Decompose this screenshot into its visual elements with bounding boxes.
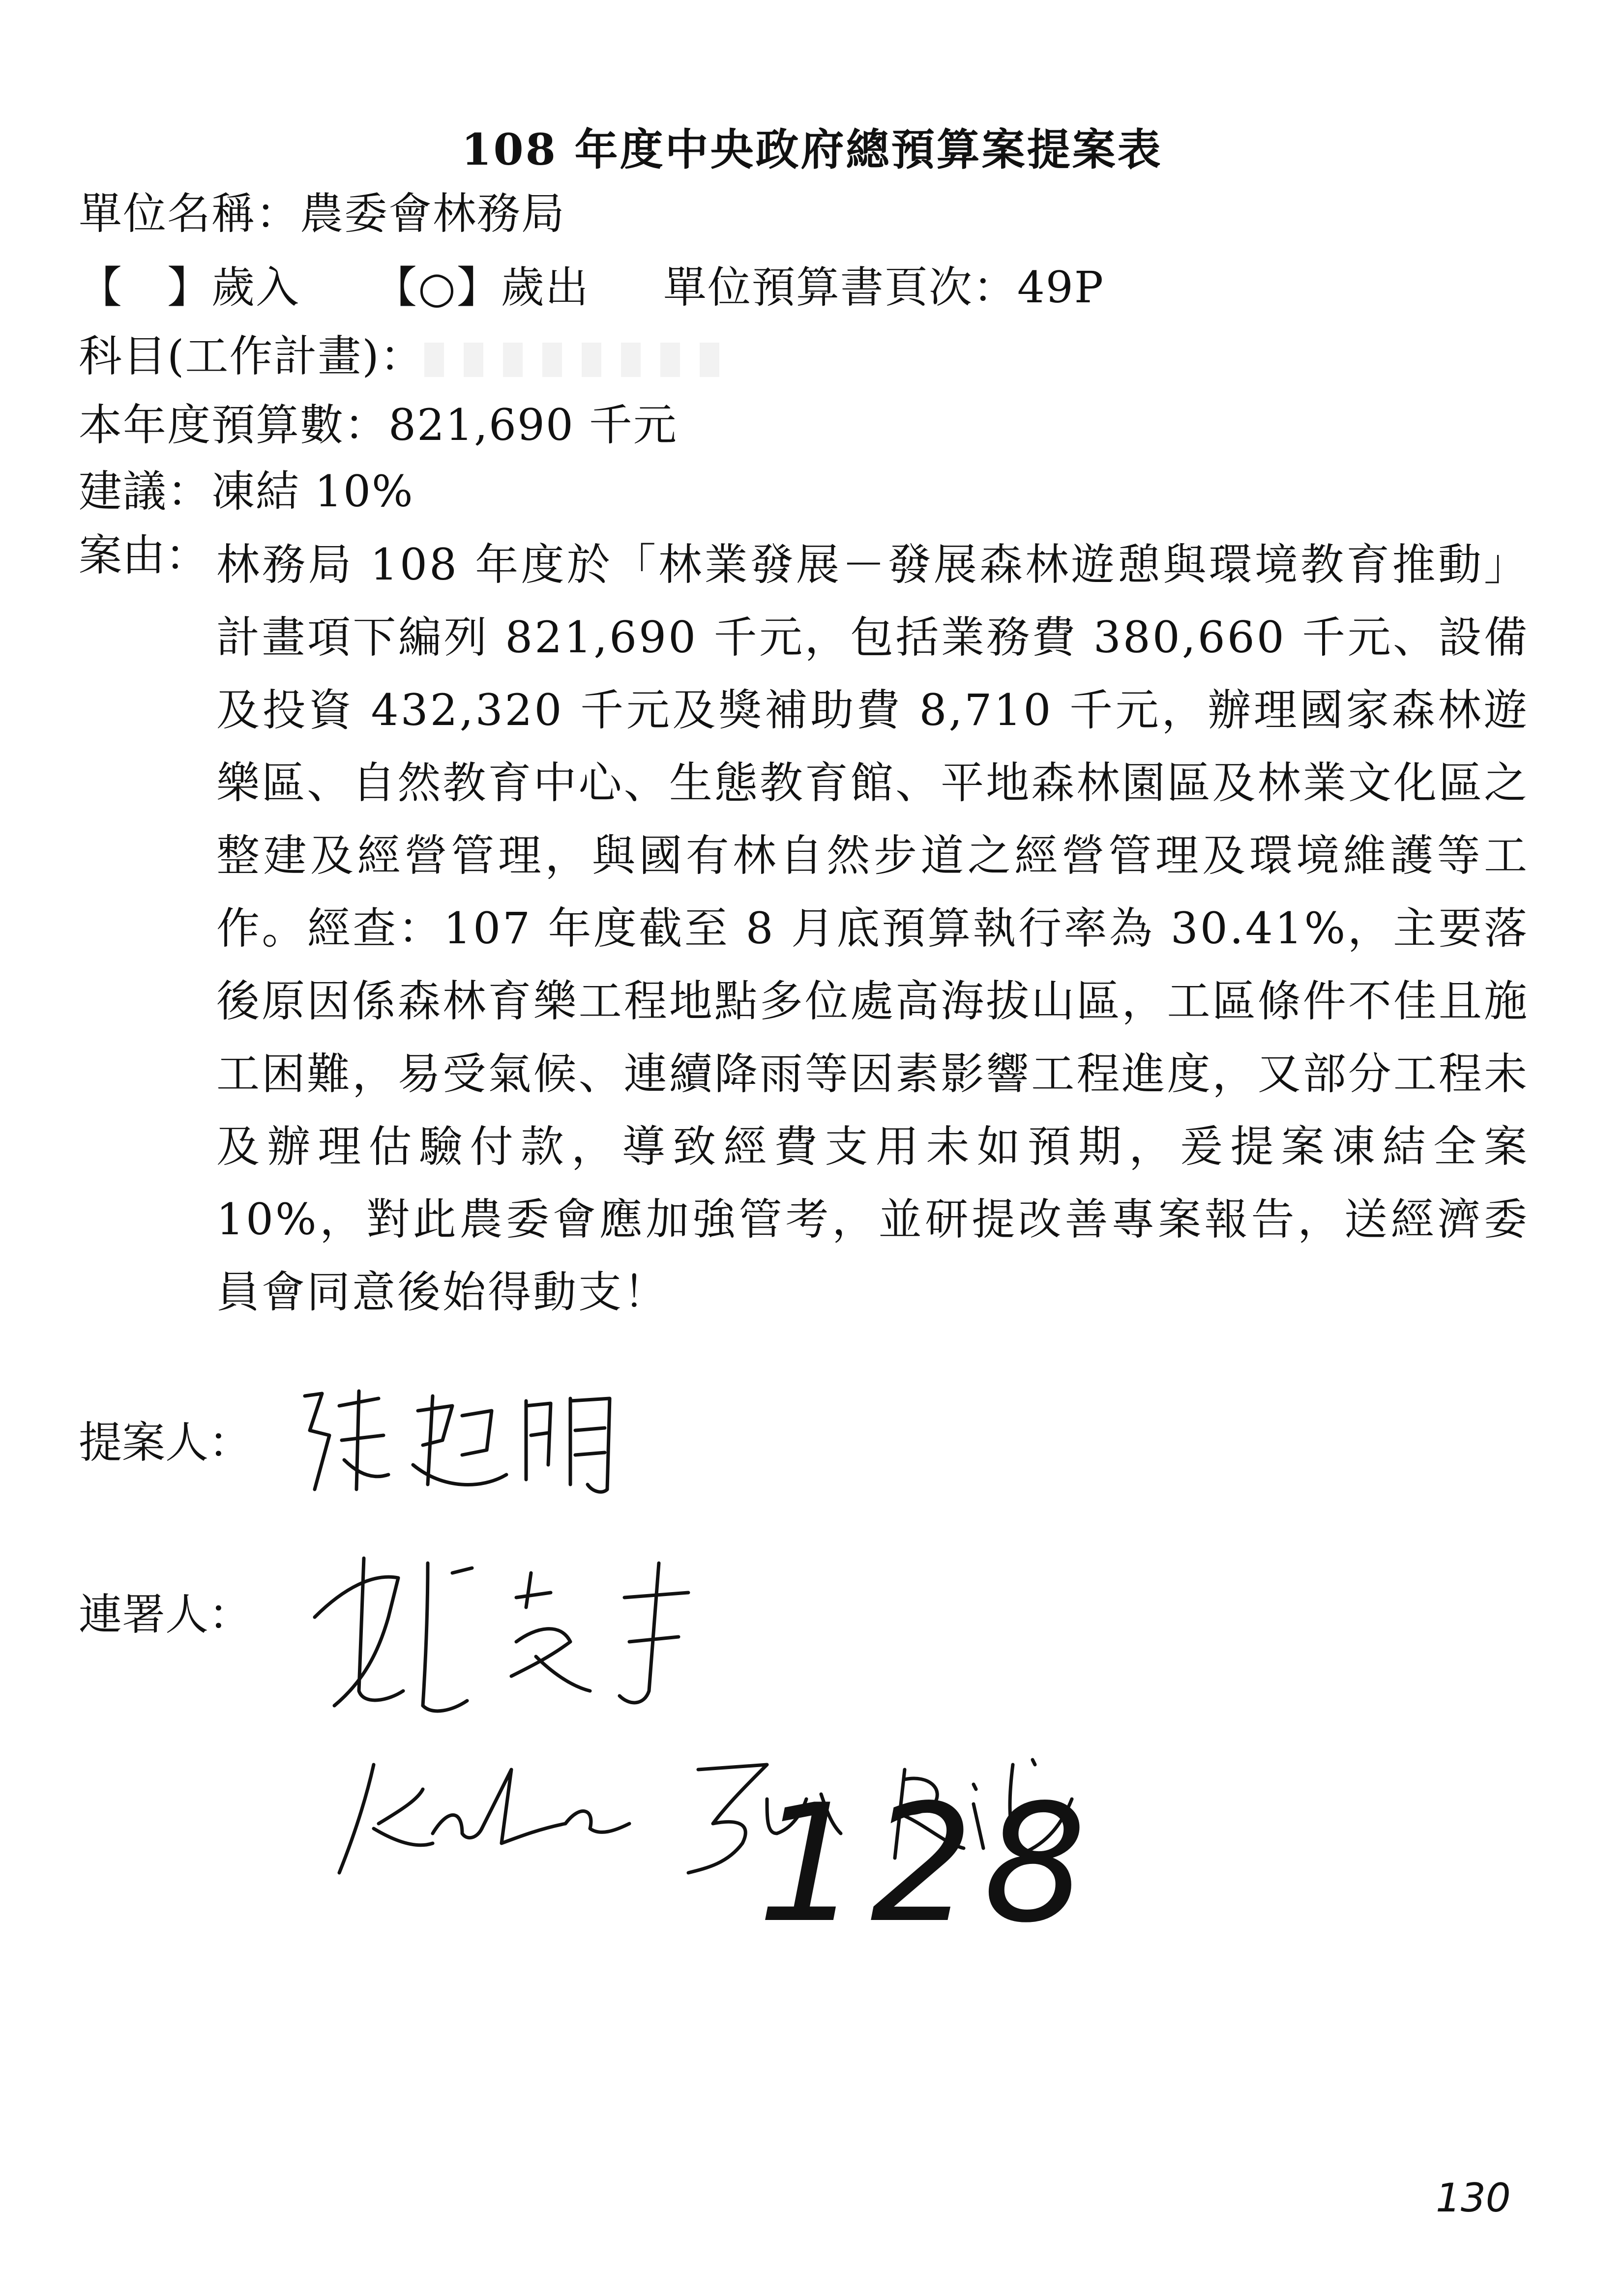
budget-type-line	[79, 261, 1104, 315]
expenditure-checkbox-label: 【○】歲出	[374, 262, 590, 313]
handwritten-number: 128	[757, 1770, 1096, 1958]
cosigner-label: 連署人：	[79, 1589, 252, 1640]
suggestion-line: 建議：凍結 10%	[79, 466, 414, 517]
subject-label: 科目(工作計畫)：	[79, 331, 424, 381]
budget-book-page-ref: 單位預算書頁次：49P	[663, 262, 1105, 313]
proposer-label: 提案人：	[79, 1417, 252, 1468]
reason-text: 林務局 108 年度於「林業發展－發展森林遊憩與環境教育推動」計畫項下編列 821,690 千元，包括業務費 380,660 千元、設備及投資 432,320 千元及獎補助費 8,710 千元，辦理國家森林遊樂區、自然教育中心、生態教育館、平地森林園區及林業文化區之整建及經營管理，與國有林自然步道之經營管理及環境維護等工作。經查：107 年度截至 8 月底預算執行率為 30.41%，主要落後原因係森林育樂工程地點多位處高海拔山區，工區條件不佳且施工困難，易受氣候、連續降雨等因素影響工程進度，又部分工程未及辦理估驗付款，導致經費支用未如預期，爰提案凍結全案 10%，對此農委會應加強管考，並研提改善專案報告，送經濟委員會同意後始得動支！	[216, 539, 1529, 1317]
page-number: 130	[1436, 2175, 1511, 2221]
redacted-area	[424, 343, 719, 377]
subject-line	[79, 329, 719, 383]
proposer-signature	[295, 1376, 649, 1504]
revenue-checkbox-label: 【 】歲入	[79, 262, 300, 313]
reason-label: 案由：	[79, 530, 209, 581]
annual-budget-line: 本年度預算數：821,690 千元	[79, 400, 678, 450]
unit-name-line: 單位名稱：農委會林務局	[79, 188, 566, 239]
cosigner-signature	[305, 1543, 747, 1730]
document-title: 108 年度中央政府總預算案提案表	[461, 124, 1163, 175]
